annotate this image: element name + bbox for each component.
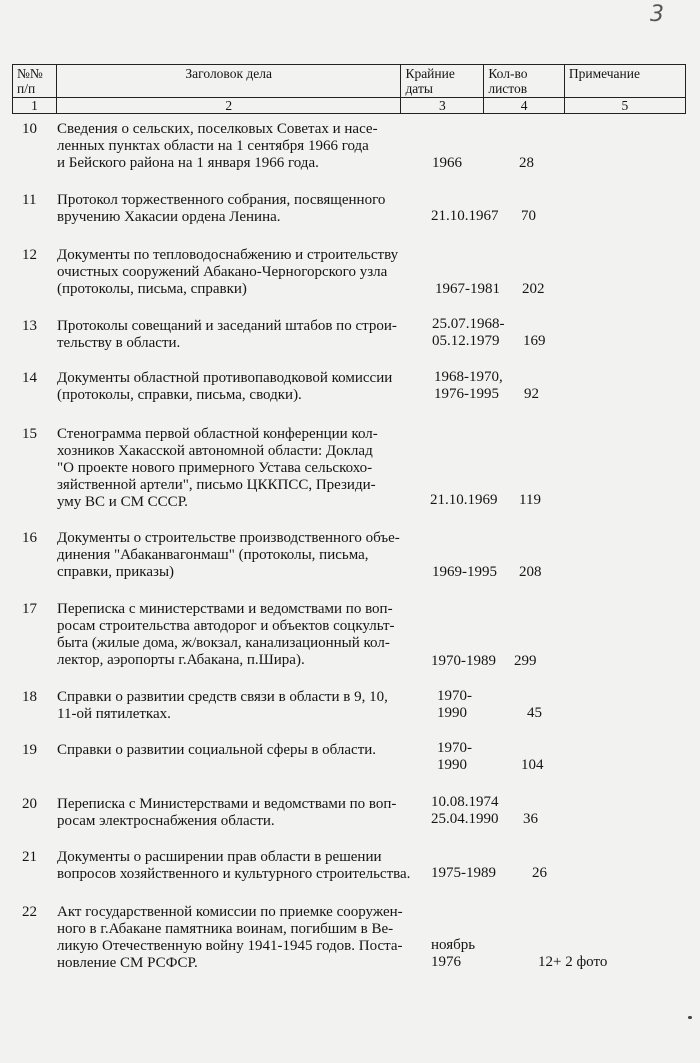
- entry-sheet-count: 26: [532, 865, 547, 881]
- entry-number: 14: [22, 370, 37, 386]
- entry-number: 18: [22, 689, 37, 705]
- scan-speck: [688, 1016, 692, 1019]
- entry-date-line: 1968-1970,: [434, 369, 503, 385]
- entry-date-line: 1990: [437, 705, 467, 721]
- entry-title-line: новление СМ РСФСР.: [57, 955, 198, 971]
- entry-title-line: росам электроснабжения области.: [57, 813, 275, 829]
- entry-date-line: 1970-1989: [431, 653, 496, 669]
- entry-title-line: динения "Абаканвагонмаш" (протоколы, письма,: [57, 547, 369, 563]
- entry-date-line: 05.12.1979: [432, 333, 500, 349]
- entry-dates: [432, 155, 462, 172]
- entry-dates: [431, 865, 496, 882]
- page-number: 3: [650, 2, 664, 27]
- entry-dates: [431, 794, 499, 828]
- entry-date-line: 10.08.1974: [431, 794, 499, 810]
- entry-dates: [430, 492, 498, 509]
- entry-title-line: справки, приказы): [57, 564, 175, 580]
- entry-title: [57, 530, 419, 581]
- entry-date-line: 1970-: [437, 688, 472, 704]
- entry-title-line: быта (жилые дома, ж/вокзал, канализационный кол-: [57, 635, 390, 651]
- entry-title-line: Протоколы совещаний и заседаний штабов по строи-: [57, 318, 397, 334]
- entry-number: 10: [22, 121, 37, 137]
- entry-title-line: Документы по тепловодоснабжению и строительству: [57, 247, 399, 263]
- entry-title-line: вопросов хозяйственного и культурного строительства.: [57, 866, 411, 882]
- entry-title-line: и Бейского района на 1 января 1966 года.: [57, 155, 319, 171]
- entry-dates: [431, 937, 475, 971]
- entry-title-line: очистных сооружений Абакано-Черногорского узла: [57, 264, 388, 280]
- entry-title: [57, 192, 419, 226]
- entry-sheet-count: 45: [527, 705, 542, 721]
- entry-dates: [435, 281, 500, 298]
- entry-title-line: 11-ой пятилетках.: [57, 706, 171, 722]
- entry-dates: [432, 564, 497, 581]
- entry-title-line: (протоколы, справки, письма, сводки).: [57, 387, 302, 403]
- entry-title: [57, 601, 419, 669]
- entry-date-line: 21.10.1967: [431, 208, 499, 224]
- header-sheets: Кол-во листов: [484, 65, 565, 98]
- entry-dates: [431, 208, 499, 225]
- entry-sheet-count: 299: [514, 653, 537, 669]
- entry-title-line: "О проекте нового примерного Устава сельскохо-: [57, 460, 373, 476]
- entry-title: [57, 849, 419, 883]
- entry-number: 21: [22, 849, 37, 865]
- entry-title: [57, 904, 419, 972]
- entry-title-line: Стенограмма первой областной конференции кол-: [57, 426, 378, 442]
- entry-title-line: росам строительства автодорог и объектов соцкульт-: [57, 618, 395, 634]
- entry-title-line: ного в г.Абакане памятника воинам, погибшим в Ве-: [57, 921, 394, 937]
- entry-number: 17: [22, 601, 37, 617]
- header-notes: Примечание: [564, 65, 685, 98]
- entry-title-line: Переписка с министерствами и ведомствами по воп-: [57, 601, 393, 617]
- entry-sheet-count: 12+ 2 фото: [538, 954, 608, 970]
- entry-date-line: 1975-1989: [431, 865, 496, 881]
- entry-title: [57, 247, 419, 298]
- entry-dates: [432, 316, 505, 350]
- entry-date-line: 1966: [432, 155, 462, 171]
- entry-date-line: 25.04.1990: [431, 811, 499, 827]
- entry-title-line: ленных пунктах области на 1 сентября 1966 года: [57, 138, 369, 154]
- entry-title-line: Документы о расширении прав области в решении: [57, 849, 382, 865]
- entry-title: [57, 689, 419, 723]
- entry-dates: [431, 653, 496, 670]
- entry-sheet-count: 28: [519, 155, 534, 171]
- entry-date-line: 1990: [437, 757, 467, 773]
- entry-number: 20: [22, 796, 37, 812]
- col-num-4: 4: [484, 98, 565, 114]
- entry-title-line: Справки о развитии средств связи в области в 9, 10,: [57, 689, 388, 705]
- entry-number: 13: [22, 318, 37, 334]
- entry-title-line: лектор, аэропорты г.Абакана, п.Шира).: [57, 652, 305, 668]
- entry-title-line: вручению Хакасии ордена Ленина.: [57, 209, 281, 225]
- header-dates: Крайние даты: [401, 65, 484, 98]
- header-title: Заголовок дела: [57, 65, 401, 98]
- entry-title: [57, 426, 419, 511]
- entry-sheet-count: 202: [522, 281, 545, 297]
- entry-title: [57, 742, 419, 759]
- entry-title-line: Справки о развитии социальной сферы в области.: [57, 742, 377, 758]
- entry-title-line: Документы областной противопаводковой комиссии: [57, 370, 393, 386]
- entry-number: 22: [22, 904, 37, 920]
- header-number: №№ п/п: [13, 65, 57, 98]
- entry-title-line: Сведения о сельских, поселковых Советах и насе-: [57, 121, 378, 137]
- entry-title-line: ликую Отечественную войну 1941-1945 годов. Поста-: [57, 938, 403, 954]
- entry-date-line: 1976: [431, 954, 461, 970]
- entry-date-line: ноябрь: [431, 937, 476, 953]
- entry-date-line: 1970-: [437, 740, 472, 756]
- entry-sheet-count: 70: [521, 208, 536, 224]
- entry-dates: [437, 740, 472, 774]
- entry-number: 15: [22, 426, 37, 442]
- entry-date-line: 1967-1981: [435, 281, 500, 297]
- entry-title-line: уму ВС и СМ СССР.: [57, 494, 188, 510]
- entry-title-line: Акт государственной комиссии по приемке сооружен-: [57, 904, 403, 920]
- entry-title-line: Протокол торжественного собрания, посвященного: [57, 192, 386, 208]
- entry-sheet-count: 208: [519, 564, 542, 580]
- inventory-table-header: [12, 64, 686, 114]
- entry-title: [57, 318, 419, 352]
- entry-date-line: 1976-1995: [434, 386, 499, 402]
- entry-title-line: Переписка с Министерствами и ведомствами по воп-: [57, 796, 397, 812]
- entry-title: [57, 370, 419, 404]
- entry-number: 11: [22, 192, 37, 208]
- entry-sheet-count: 36: [523, 811, 538, 827]
- entry-number: 12: [22, 247, 37, 263]
- entry-title-line: хозников Хакасской автономной области: Доклад: [57, 443, 373, 459]
- entry-date-line: 25.07.1968-: [432, 316, 505, 332]
- entry-number: 16: [22, 530, 37, 546]
- entry-title-line: тельству в области.: [57, 335, 181, 351]
- entry-date-line: 21.10.1969: [430, 492, 498, 508]
- entry-number: 19: [22, 742, 37, 758]
- entry-title-line: (протоколы, письма, справки): [57, 281, 247, 297]
- entry-sheet-count: 119: [519, 492, 541, 508]
- entry-dates: [434, 369, 503, 403]
- entry-title-line: зяйственной артели", письмо ЦККПСС, Президи-: [57, 477, 376, 493]
- entry-sheet-count: 169: [523, 333, 546, 349]
- col-num-2: 2: [57, 98, 401, 114]
- entry-dates: [437, 688, 472, 722]
- entry-title: [57, 796, 419, 830]
- col-num-3: 3: [401, 98, 484, 114]
- entry-date-line: 1969-1995: [432, 564, 497, 580]
- col-num-5: 5: [564, 98, 685, 114]
- col-num-1: 1: [13, 98, 57, 114]
- entry-sheet-count: 104: [521, 757, 544, 773]
- entry-title: [57, 121, 419, 172]
- entry-title-line: Документы о строительстве производственного объе-: [57, 530, 400, 546]
- entry-sheet-count: 92: [524, 386, 539, 402]
